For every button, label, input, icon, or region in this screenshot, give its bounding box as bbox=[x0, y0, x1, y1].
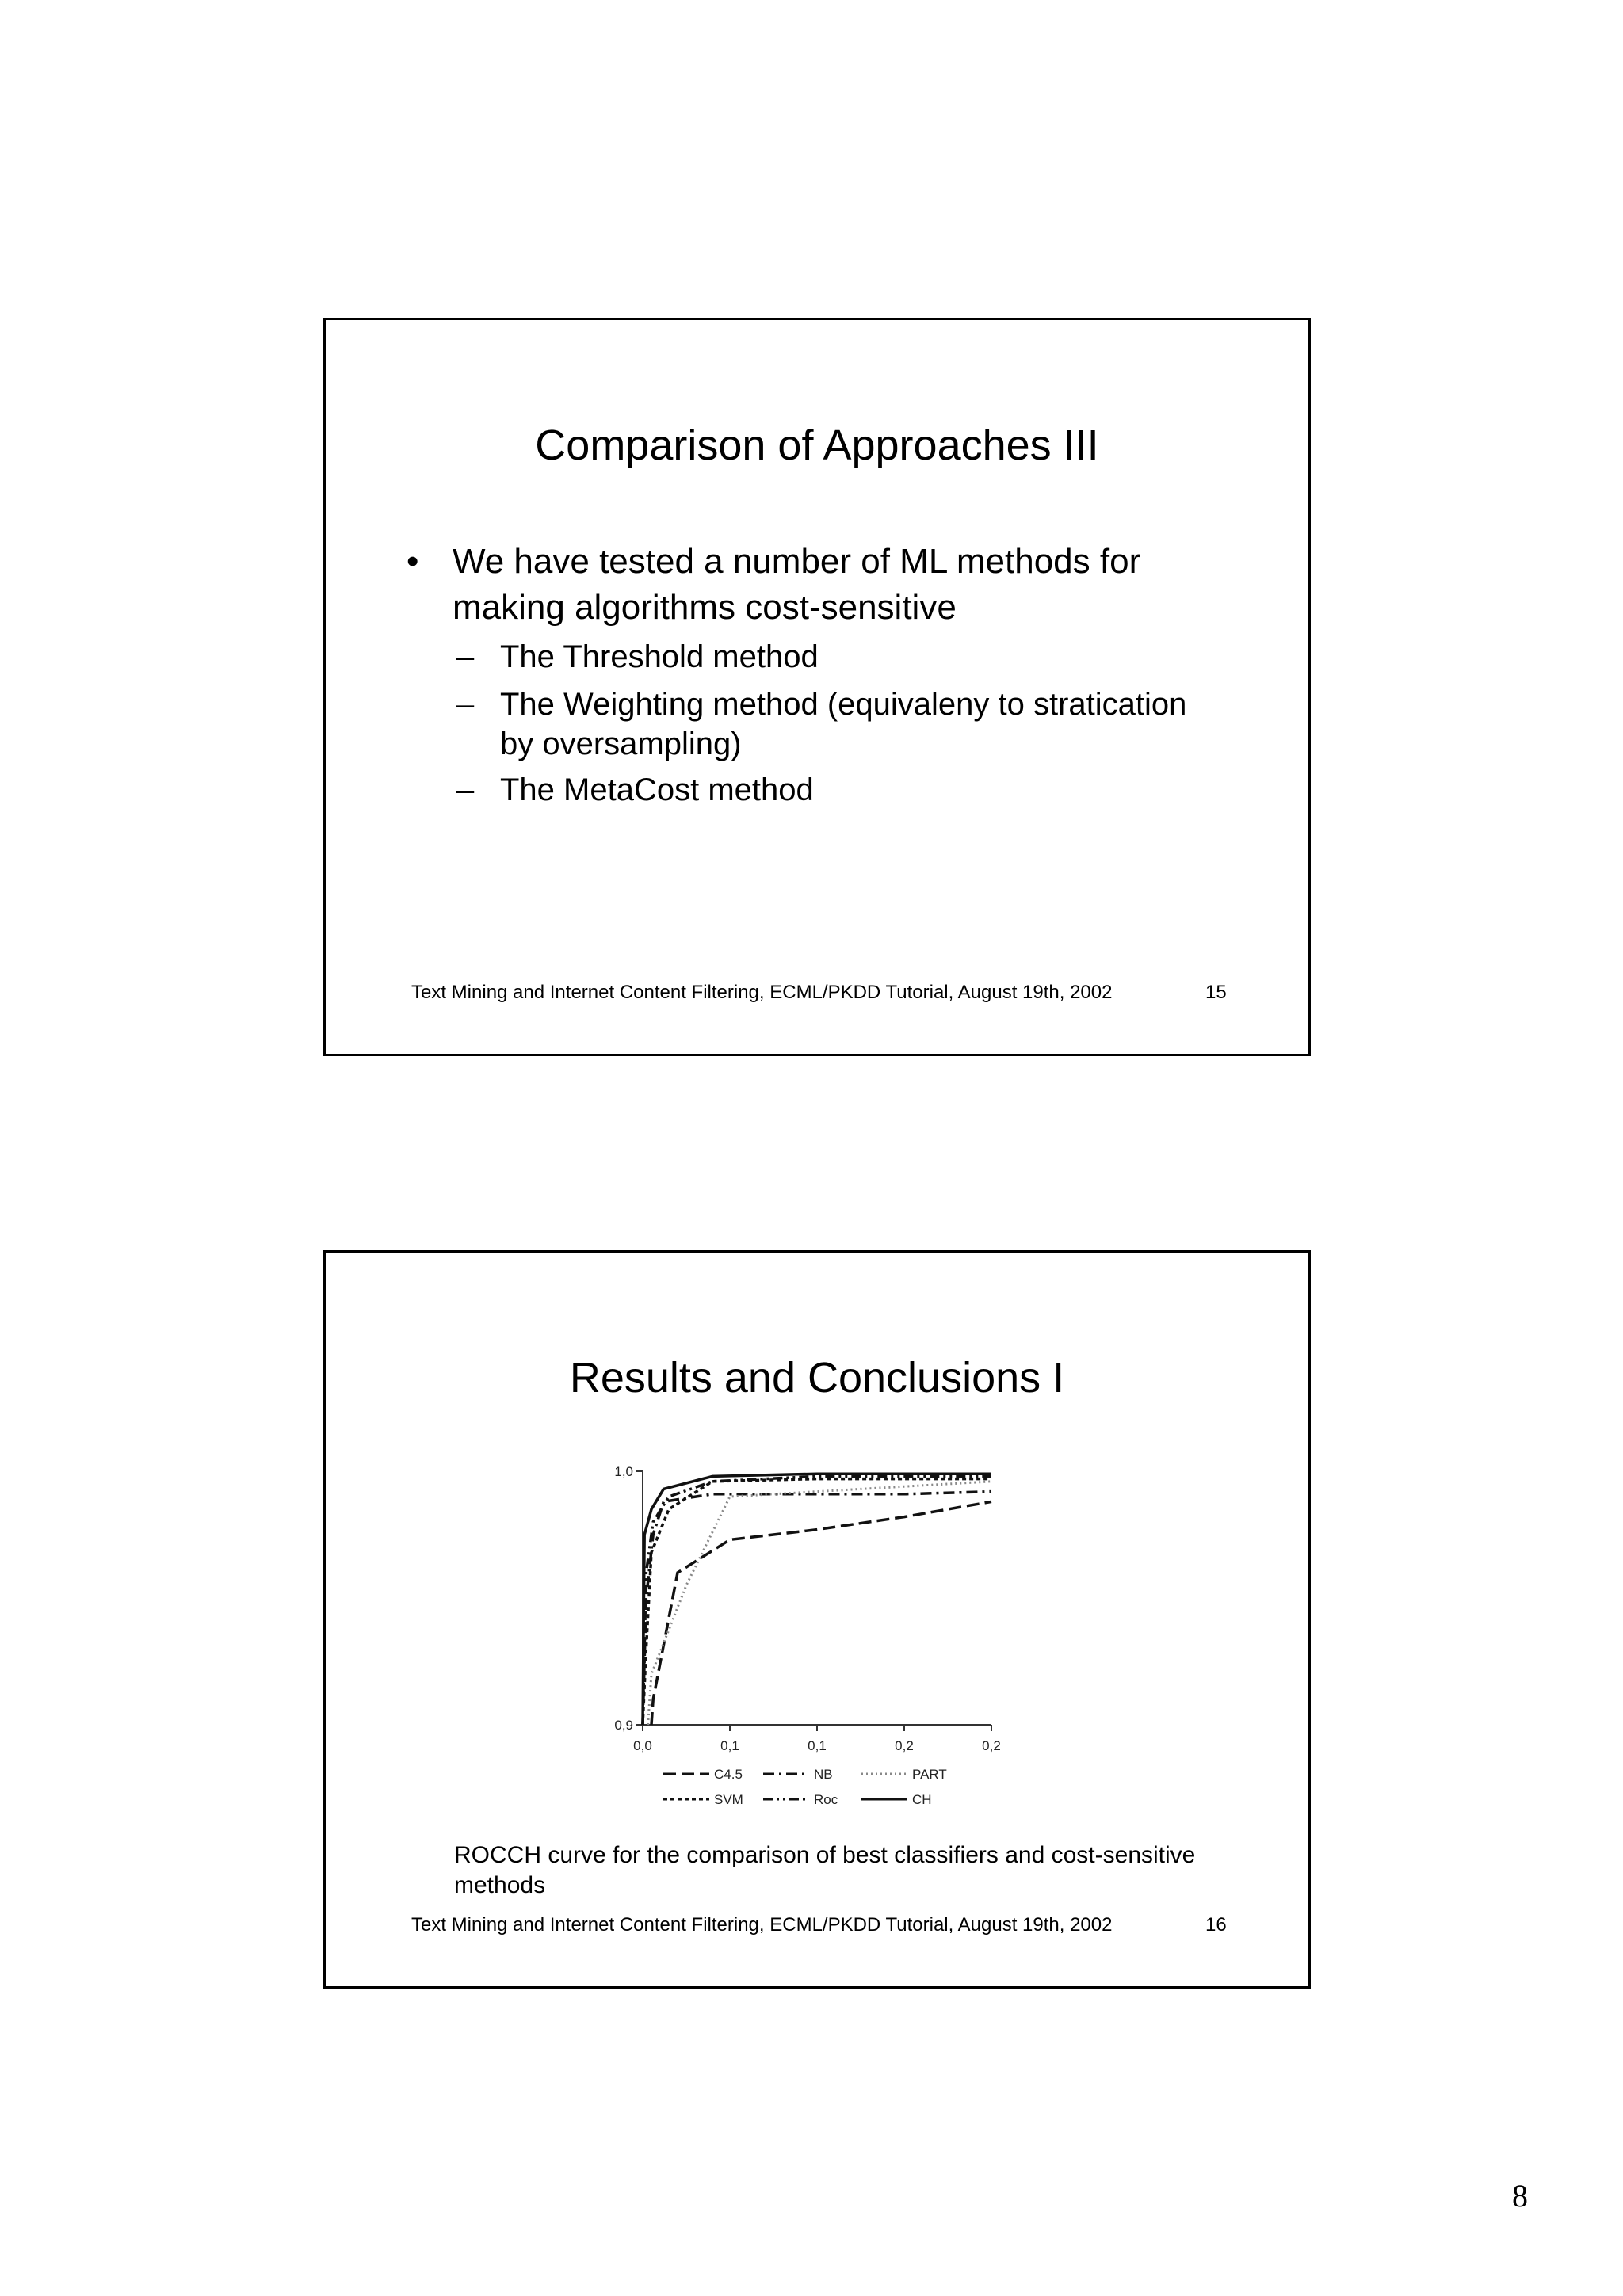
series-line-svm bbox=[643, 1479, 991, 1725]
series-line-nb bbox=[643, 1492, 991, 1725]
legend-label: NB bbox=[814, 1767, 833, 1782]
slide-number: 15 bbox=[1205, 982, 1227, 1003]
legend-label: CH bbox=[912, 1792, 932, 1807]
legend-label: Roc bbox=[814, 1792, 838, 1807]
slide-number: 16 bbox=[1205, 1914, 1227, 1936]
x-tick-label: 0,1 bbox=[808, 1738, 827, 1753]
y-tick-label: 0,9 bbox=[614, 1718, 633, 1733]
dash-icon: – bbox=[456, 772, 475, 807]
sub-item-text: The Threshold method bbox=[500, 639, 819, 674]
dash-icon: – bbox=[456, 687, 475, 722]
bullet-text: We have tested a number of ML methods for making algorithms cost-sensitive bbox=[453, 542, 1141, 627]
sub-item-text: The MetaCost method bbox=[500, 772, 814, 807]
series-line-part bbox=[648, 1482, 991, 1725]
x-tick-label: 0,2 bbox=[982, 1738, 1001, 1753]
legend-label: SVM bbox=[714, 1792, 743, 1807]
x-tick-label: 0,0 bbox=[633, 1738, 652, 1753]
slide-title: Results and Conclusions I bbox=[569, 1354, 1065, 1402]
y-tick-label: 1,0 bbox=[614, 1464, 633, 1479]
dash-icon: – bbox=[456, 639, 475, 674]
slide-footer: Text Mining and Internet Content Filtering, ECML/PKDD Tutorial, August 19th, 2002 bbox=[411, 982, 1113, 1003]
x-tick-label: 0,1 bbox=[720, 1738, 739, 1753]
sub-item-text: The Weighting method (equivaleny to stratication by oversampling) bbox=[500, 687, 1187, 761]
legend-label: C4.5 bbox=[714, 1767, 743, 1782]
slide-15 bbox=[323, 318, 1311, 1056]
legend-label: PART bbox=[912, 1767, 947, 1782]
page-number: 8 bbox=[1512, 2178, 1528, 2214]
rocch-chart bbox=[595, 1443, 1071, 1807]
series-line-roc bbox=[643, 1476, 991, 1725]
bullet-dot-icon: • bbox=[407, 542, 419, 581]
slide-16 bbox=[323, 1250, 1311, 1989]
slide-title: Comparison of Approaches III bbox=[535, 421, 1099, 469]
figure-caption: ROCCH curve for the comparison of best classifiers and cost-sensitive methods bbox=[454, 1842, 1196, 1898]
x-tick-label: 0,2 bbox=[895, 1738, 914, 1753]
series-line-c45 bbox=[651, 1501, 991, 1725]
slide-footer: Text Mining and Internet Content Filtering, ECML/PKDD Tutorial, August 19th, 2002 bbox=[411, 1914, 1113, 1936]
